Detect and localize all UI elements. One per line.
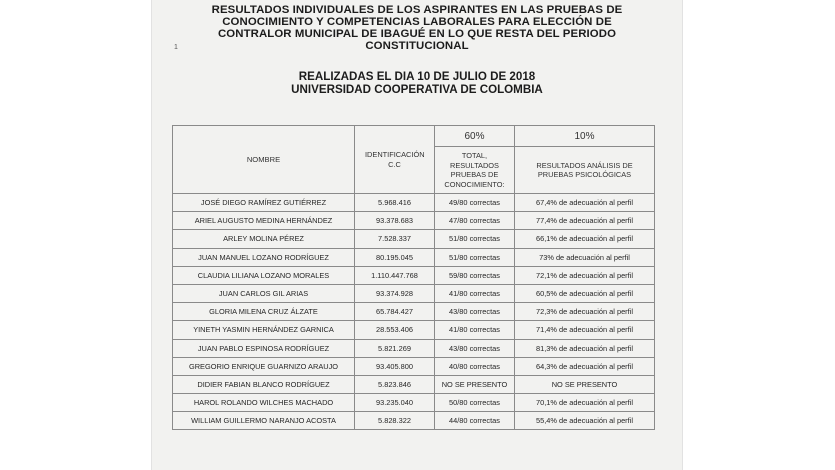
table-row (173, 412, 655, 430)
cell-id: 65.784.427 (355, 303, 435, 321)
cell-name: ARIEL AUGUSTO MEDINA HERNÁNDEZ (173, 212, 355, 230)
cell-name: WILLIAM GUILLERMO NARANJO ACOSTA (173, 412, 355, 430)
cell-id: 7.528.337 (355, 230, 435, 248)
table-row (173, 339, 655, 357)
cell-psych: 67,4% de adecuación al perfil (515, 194, 655, 212)
cell-name: CLAUDIA LILIANA LOZANO MORALES (173, 266, 355, 284)
results-table (172, 125, 655, 430)
cell-knowledge: 50/80 correctas (435, 394, 515, 412)
cell-psych: 55,4% de adecuación al perfil (515, 412, 655, 430)
table-row (173, 357, 655, 375)
cell-knowledge: 44/80 correctas (435, 412, 515, 430)
cell-psych: 70,1% de adecuación al perfil (515, 394, 655, 412)
table-row (173, 248, 655, 266)
table-row (173, 212, 655, 230)
cell-knowledge: 41/80 correctas (435, 321, 515, 339)
cell-name: HAROL ROLANDO WILCHES MACHADO (173, 394, 355, 412)
cell-knowledge: 41/80 correctas (435, 284, 515, 302)
cell-id: 93.235.040 (355, 394, 435, 412)
header-knowledge-results: TOTAL, RESULTADOS PRUEBAS DE CONOCIMIENTO: (435, 147, 515, 194)
cell-name: YINETH YASMIN HERNÁNDEZ GARNICA (173, 321, 355, 339)
cell-name: JOSÉ DIEGO RAMÍREZ GUTIÉRREZ (173, 194, 355, 212)
header-id: IDENTIFICACIÓN C.C (355, 126, 435, 194)
document-subtitle (152, 70, 682, 96)
table-row (173, 266, 655, 284)
cell-psych: 64,3% de adecuación al perfil (515, 357, 655, 375)
cell-name: JUAN CARLOS GIL ARIAS (173, 284, 355, 302)
table-row (173, 284, 655, 302)
cell-id: 5.823.846 (355, 375, 435, 393)
cell-knowledge: 40/80 correctas (435, 357, 515, 375)
cell-knowledge: 51/80 correctas (435, 230, 515, 248)
cell-id: 80.195.045 (355, 248, 435, 266)
results-table-body (173, 194, 655, 430)
cell-name: JUAN PABLO ESPINOSA RODRÍGUEZ (173, 339, 355, 357)
table-row (173, 303, 655, 321)
cell-psych: 60,5% de adecuación al perfil (515, 284, 655, 302)
cell-psych: 71,4% de adecuación al perfil (515, 321, 655, 339)
cell-name: ARLEY MOLINA PÉREZ (173, 230, 355, 248)
header-psych-results: RESULTADOS ANÁLISIS DE PRUEBAS PSICOLÓGICAS (515, 147, 655, 194)
cell-id: 93.378.683 (355, 212, 435, 230)
subtitle-line: UNIVERSIDAD COOPERATIVA DE COLOMBIA (291, 83, 543, 96)
cell-id: 5.828.322 (355, 412, 435, 430)
cell-knowledge: NO SE PRESENTO (435, 375, 515, 393)
table-row (173, 321, 655, 339)
table-row (173, 230, 655, 248)
title-line: CONTRALOR MUNICIPAL DE IBAGUÉ EN LO QUE RESTA DEL PERIODO (217, 28, 617, 40)
cell-id: 28.553.406 (355, 321, 435, 339)
cell-knowledge: 43/80 correctas (435, 303, 515, 321)
title-line: CONOCIMIENTO Y COMPETENCIAS LABORALES PARA ELECCIÓN DE (222, 16, 612, 28)
header-psych-weight: 10% (515, 126, 655, 147)
title-line: RESULTADOS INDIVIDUALES DE LOS ASPIRANTES EN LAS PRUEBAS DE (211, 4, 623, 16)
cell-psych: 72,3% de adecuación al perfil (515, 303, 655, 321)
cell-id: 1.110.447.768 (355, 266, 435, 284)
cell-psych: 77,4% de adecuación al perfil (515, 212, 655, 230)
cell-knowledge: 49/80 correctas (435, 194, 515, 212)
document-page (152, 0, 682, 470)
cell-psych: 81,3% de adecuación al perfil (515, 339, 655, 357)
table-row (173, 194, 655, 212)
cell-psych: NO SE PRESENTO (515, 375, 655, 393)
cell-name: DIDIER FABIAN BLANCO RODRÍGUEZ (173, 375, 355, 393)
cell-id: 93.374.928 (355, 284, 435, 302)
cell-psych: 72,1% de adecuación al perfil (515, 266, 655, 284)
cell-name: JUAN MANUEL LOZANO RODRÍGUEZ (173, 248, 355, 266)
table-row (173, 394, 655, 412)
cell-knowledge: 47/80 correctas (435, 212, 515, 230)
cell-name: GLORIA MILENA CRUZ ÁLZATE (173, 303, 355, 321)
header-name: NOMBRE (173, 126, 355, 194)
cell-knowledge: 43/80 correctas (435, 339, 515, 357)
cell-knowledge: 51/80 correctas (435, 248, 515, 266)
cell-id: 5.968.416 (355, 194, 435, 212)
cell-psych: 73% de adecuación al perfil (515, 248, 655, 266)
table-row (173, 375, 655, 393)
cell-psych: 66,1% de adecuación al perfil (515, 230, 655, 248)
cell-id: 93.405.800 (355, 357, 435, 375)
page-mark: 1 (174, 44, 178, 51)
cell-name: GREGORIO ENRIQUE GUARNIZO ARAUJO (173, 357, 355, 375)
document-title (152, 4, 682, 52)
subtitle-line: REALIZADAS EL DIA 10 DE JULIO DE 2018 (298, 70, 536, 83)
title-line: CONSTITUCIONAL (365, 40, 469, 52)
cell-knowledge: 59/80 correctas (435, 266, 515, 284)
header-knowledge-weight: 60% (435, 126, 515, 147)
cell-id: 5.821.269 (355, 339, 435, 357)
